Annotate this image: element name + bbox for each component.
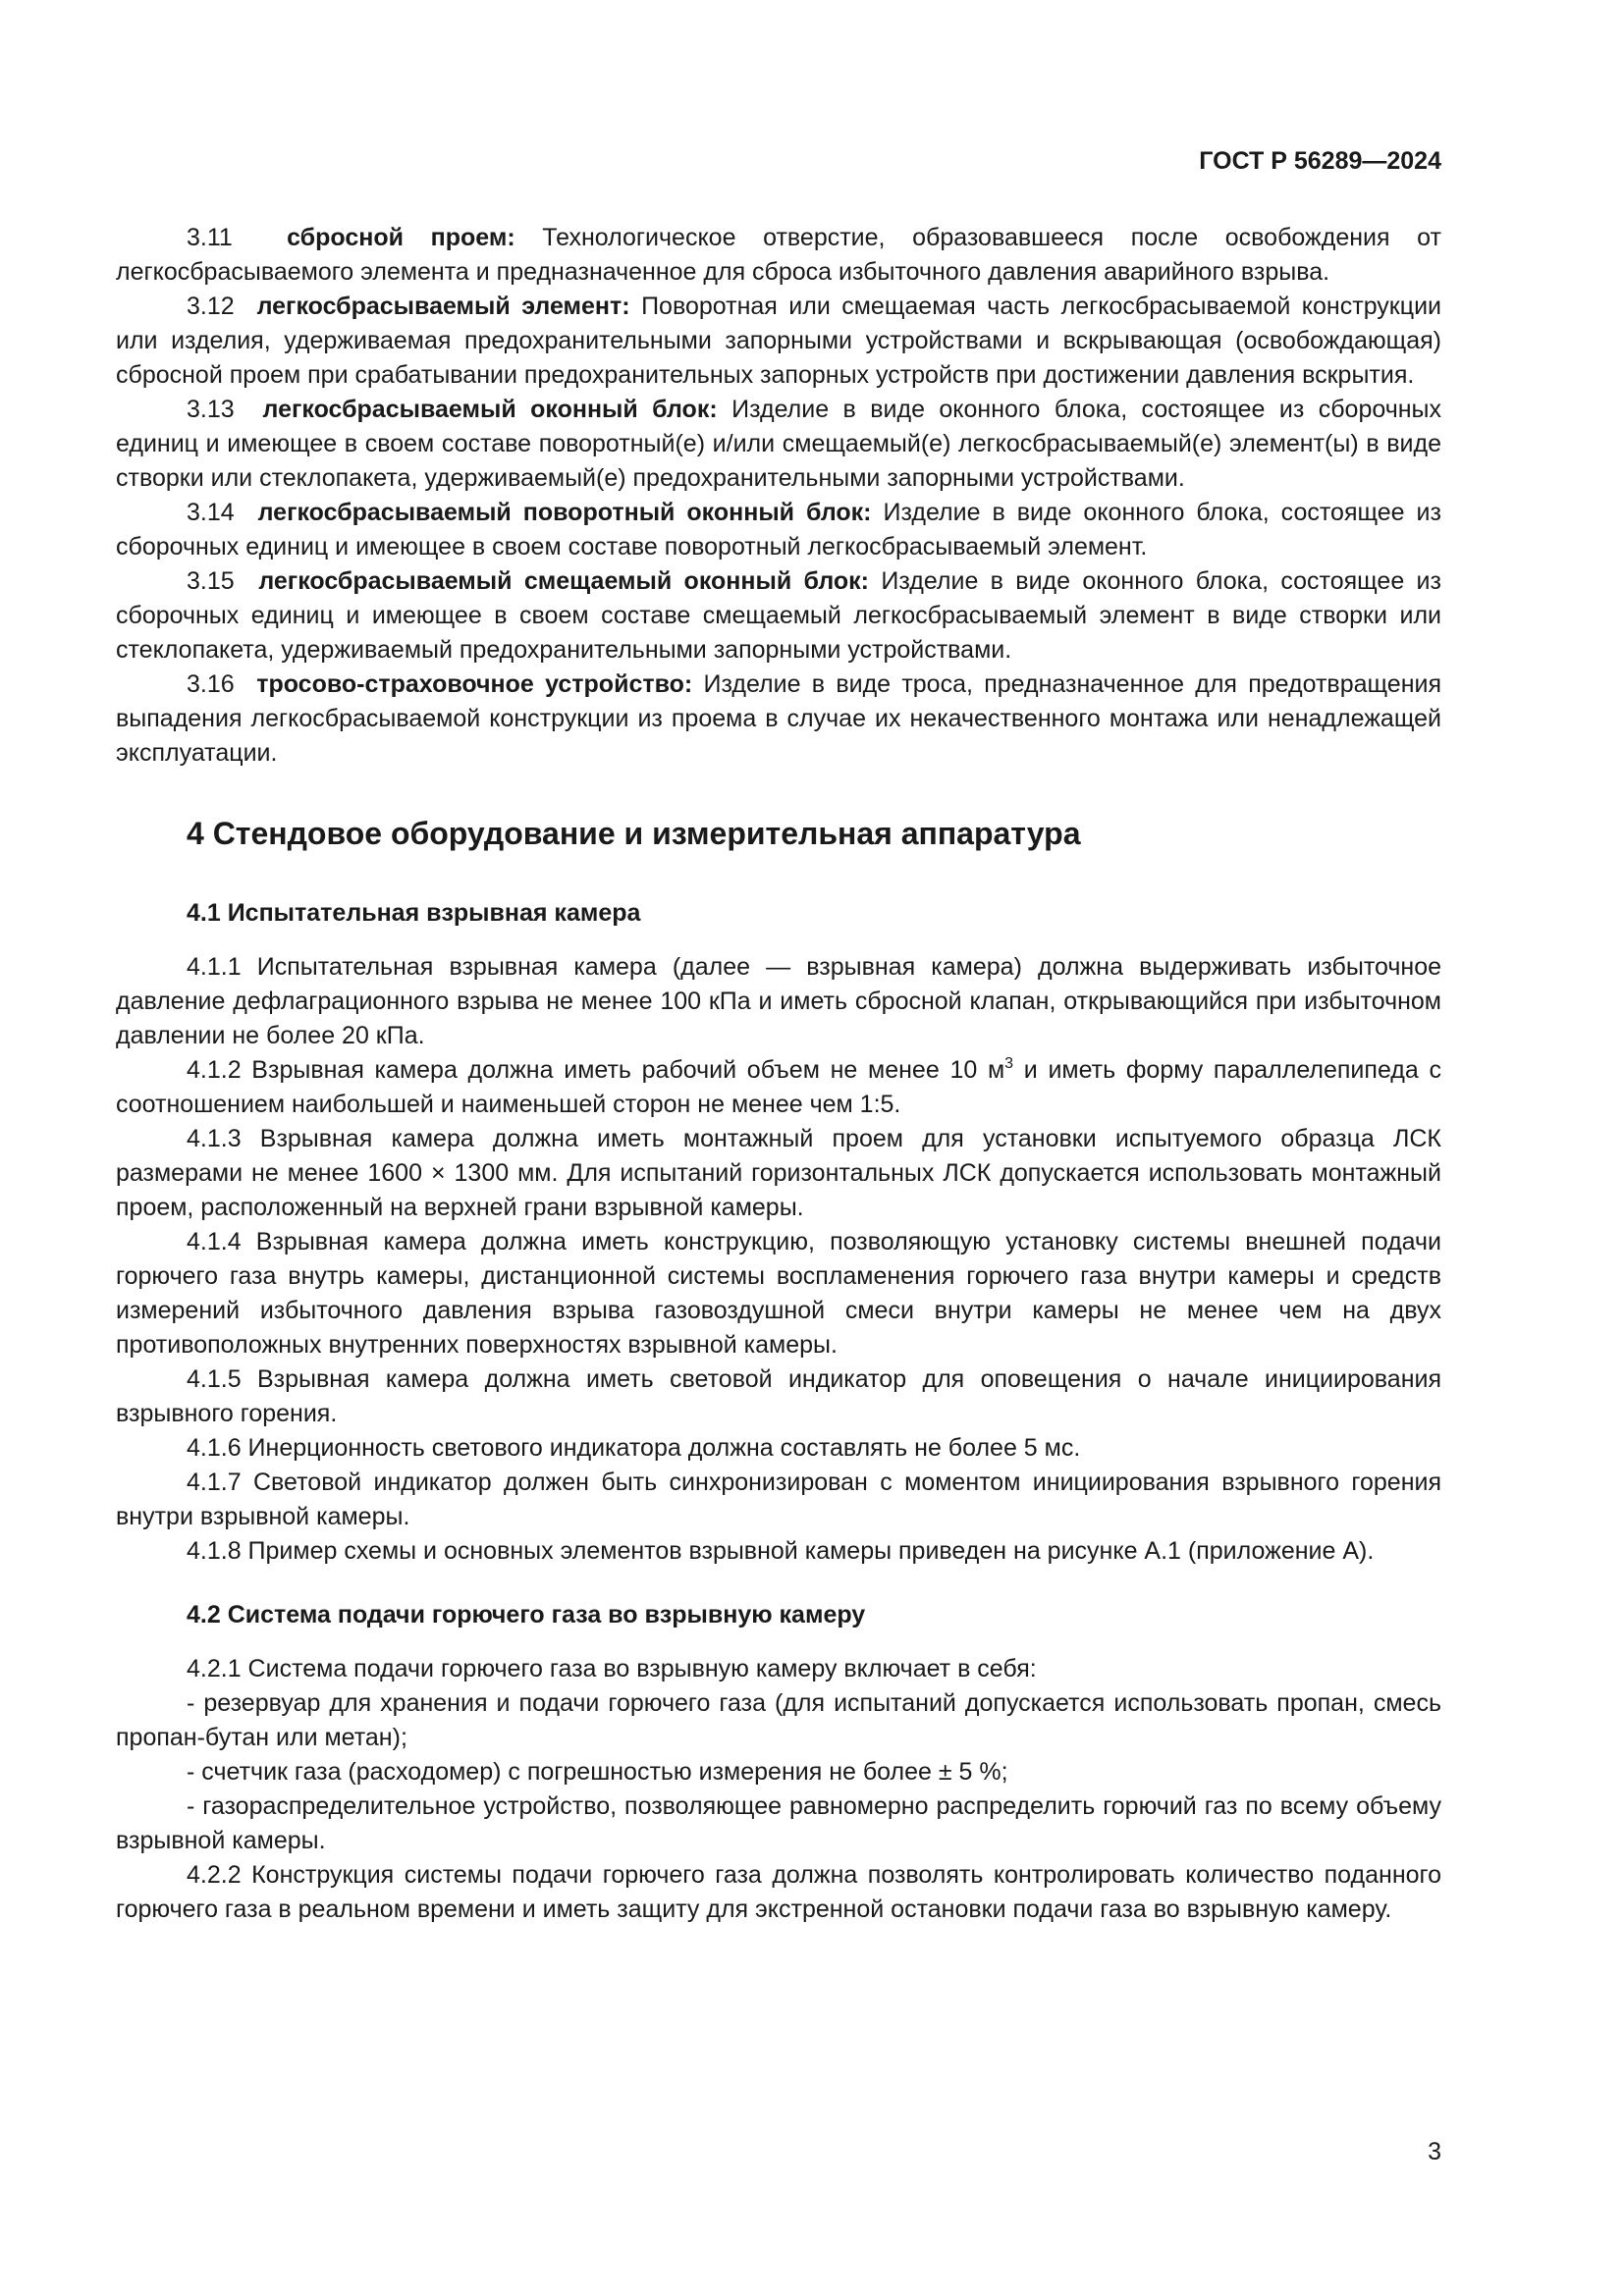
clause-4-2-2: 4.2.2 Конструкция системы подачи горючего газа должна позволять контролировать количество поданного горючего газа в реальном времени и иметь защиту для экстренной остановки подачи газа во взрывную камеру. [116,1861,1441,1923]
definition-text: Изделие в виде троса, предназначенное для предотвращения выпадения легкосбрасываемой конструкции из проема в случае их некачественного монтажа или ненадлежащей эксплуатации. [116,670,1442,767]
definition-3-13 [116,393,1441,496]
definition-term: легкосбрасываемый элемент: [256,293,630,320]
definition-text: Изделие в виде оконного блока, состоящее из сборочных единиц и имеющее в своем составе поворотный легкосбрасываемый элемент. [116,499,1441,561]
definition-3-14 [116,496,1441,564]
definition-text: Технологическое отверстие, образовавшееся после освобождения от легкосбрасываемого элемента и предназначенное для сброса избыточного давления аварийного взрыва. [116,224,1441,286]
list-item: - газораспределительное устройство, позволяющее равномерно распределить горючий газ по всему объему взрывной камеры. [116,1792,1441,1854]
list-item: - резервуар для хранения и подачи горючего газа (для испытаний допускается использовать пропан, смесь пропан-бутан или метан); [116,1689,1441,1751]
definition-text: Изделие в виде оконного блока, состоящее из сборочных единиц и имеющее в своем составе поворотный(е) и/или смещаемый(е) легкосбрасываемый(е) элемент(ы) в виде створки или стеклопакета, удерживаемый(е) предохранительными запорными устройствами. [116,396,1442,492]
document-body [116,221,1441,1927]
definition-text: Поворотная или смещаемая часть легкосбрасываемой конструкции или изделия, удерживаемая предохранительными запорными устройствами и вскрывающая (освобождающая) сбросной проем при срабатывании предохранительных запорных устройств при достижении давления вскрытия. [116,293,1441,389]
definition-number: 3.13 [187,396,235,423]
clause-4-1-3: 4.1.3 Взрывная камера должна иметь монтажный проем для установки испытуемого образца ЛСК размерами не менее 1600 × 1300 мм. Для испытаний горизонтальных ЛСК допускается использовать монтажный проем, расположенный на верхней грани взрывной камеры. [116,1125,1441,1221]
clause-text: 4.1.2 Взрывная камера должна иметь рабочий объем не менее 10 м [187,1056,1005,1084]
definition-term: сбросной проем: [287,224,515,251]
clause-4-1-7: 4.1.7 Световой индикатор должен быть синхронизирован с моментом инициирования взрывного горения внутри взрывной камеры. [116,1468,1441,1530]
clause-4-1-1: 4.1.1 Испытательная взрывная камера (далее — взрывная камера) должна выдерживать избыточное давление дефлаграционного взрыва не менее 100 кПа и иметь сбросной клапан, открывающийся при избыточном давлении не более 20 кПа. [116,953,1441,1049]
clause-text: и иметь форму параллелепипеда с соотношением наибольшей и наименьшей сторон не менее чем 1:5. [116,1056,1441,1118]
subsection-4-1-heading: 4.1 Испытательная взрывная камера [187,899,641,927]
list-item: - счетчик газа (расходомер) с погрешностью измерения не более ± 5 %; [187,1758,1008,1786]
definition-number: 3.15 [187,567,235,595]
definition-3-16 [116,667,1441,771]
definition-number: 3.11 [187,224,233,251]
definition-3-11 [116,221,1441,290]
page-number: 3 [1428,2138,1441,2165]
definition-3-15 [116,564,1441,667]
definition-term: тросово-страховочное устройство: [256,670,693,698]
definition-3-12 [116,290,1441,393]
clause-4-1-4: 4.1.4 Взрывная камера должна иметь конструкцию, позволяющую установку системы внешней подачи горючего газа внутрь камеры, дистанционной системы воспламенения горючего газа внутри камеры и средств измерений избыточного давления взрыва газовоздушной смеси внутри камеры не менее чем на двух противоположных внутренних поверхностях взрывной камеры. [116,1228,1441,1359]
definition-number: 3.14 [187,499,235,526]
superscript-exponent: 3 [1004,1055,1014,1072]
clause-4-2-1: 4.2.1 Система подачи горючего газа во взрывную камеру включает в себя: [187,1655,1037,1682]
definition-term: легкосбрасываемый оконный блок: [262,396,718,423]
definition-term: легкосбрасываемый смещаемый оконный блок: [258,567,870,595]
definition-term: легкосбрасываемый поворотный оконный блок: [257,499,872,526]
subsection-4-2-heading: 4.2 Система подачи горючего газа во взрывную камеру [187,1601,866,1629]
document-code-header: ГОСТ Р 56289—2024 [1199,147,1441,175]
definition-number: 3.16 [187,670,235,698]
section-4-heading: 4 Стендовое оборудование и измерительная аппаратура [187,816,1081,851]
definition-number: 3.12 [187,293,235,320]
clause-4-1-5: 4.1.5 Взрывная камера должна иметь световой индикатор для оповещения о начале инициирования взрывного горения. [116,1365,1441,1427]
clause-4-1-2 [116,1053,1441,1122]
definition-text: Изделие в виде оконного блока, состоящее из сборочных единиц и имеющее в своем составе смещаемый легкосбрасываемый элемент в виде створки или стеклопакета, удерживаемый предохранительными запорными устройствами. [116,567,1441,664]
clause-4-1-6: 4.1.6 Инерционность светового индикатора должна составлять не более 5 мс. [187,1434,1081,1462]
clause-4-1-8: 4.1.8 Пример схемы и основных элементов взрывной камеры приведен на рисунке А.1 (приложение А). [187,1537,1375,1565]
